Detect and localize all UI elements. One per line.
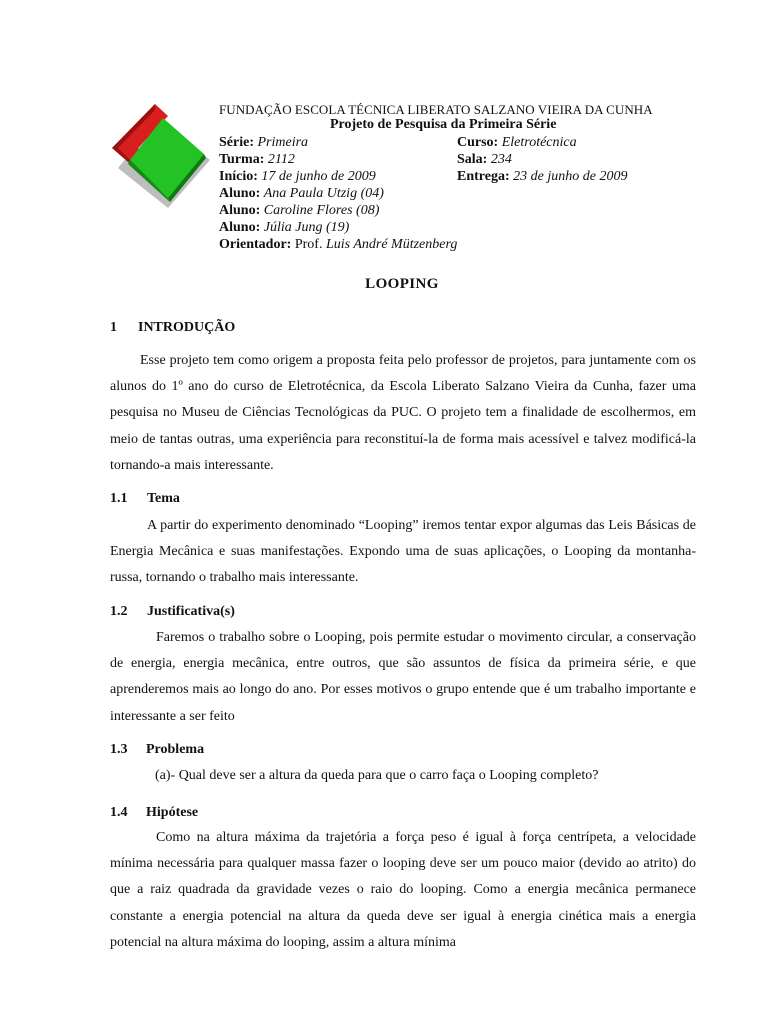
section-number: 1.4 [110, 805, 128, 820]
section-number: 1.2 [110, 604, 128, 619]
serie-value: Primeira [257, 135, 309, 150]
turma-value: 2112 [267, 152, 295, 167]
aluno-name: Caroline Flores (08) [263, 203, 380, 218]
curso-value: Eletrotécnica [501, 135, 577, 150]
serie-label: Série: [219, 135, 254, 150]
aluno-label: Aluno: [219, 203, 261, 218]
section-1-3-text: (a)- Qual deve ser a altura da queda para que o carro faça o Looping completo? [155, 768, 599, 783]
aluno-line-3 [219, 219, 349, 236]
turma-label: Turma: [219, 152, 265, 167]
orientador-value: Luis André Mützenberg [325, 237, 458, 252]
curso-line [457, 134, 577, 151]
orientador-label: Orientador: [219, 237, 292, 252]
section-1-2-text: Faremos o trabalho sobre o Looping, pois permite estudar o movimento circular, a conservação de energia, energia mecânica, entre outros, que são assuntos de física da primeira série, e que aprenderemos mais ao longo do ano. Por esses motivos o grupo entende que é um trabalho importante e interessante a ser feito [110, 630, 696, 724]
turma-line [219, 151, 295, 168]
entrega-value: 23 de junho de 2009 [513, 169, 628, 184]
section-title: Justificativa(s) [147, 604, 235, 619]
orientador-line [219, 236, 457, 253]
section-1-4-text: Como na altura máxima da trajetória a força peso é igual à força centrípeta, a velocidade mínima necessária para qualquer massa fazer o looping deve ser um pouco maior (devido ao atrito) do que a raiz quadrada da gravidade vezes o raio do looping. Como a energia mecânica permanece constante a energia potencial na altura da queda deve ser igual à energia cinética mais a energia potencial na altura máxima do looping, assim a altura mínima [110, 830, 696, 950]
serie-line [219, 134, 308, 151]
aluno-label: Aluno: [219, 220, 261, 235]
section-title: Tema [147, 491, 180, 506]
aluno-line-2 [219, 202, 379, 219]
section-number: 1 [110, 320, 117, 335]
institution-name: FUNDAÇÃO ESCOLA TÉCNICA LIBERATO SALZANO VIEIRA DA CUNHA [219, 102, 653, 117]
section-1-1-text: A partir do experimento denominado “Looping” iremos tentar expor algumas das Leis Básicas de Energia Mecânica e suas manifestações. Expondo uma de suas aplicações, o Looping da montanha-russa, tornando o trabalho mais interessante. [110, 518, 696, 586]
section-heading-1-2 [110, 604, 235, 620]
aluno-name: Ana Paula Utzig (04) [263, 186, 384, 201]
section-heading-1 [110, 320, 235, 336]
section-title: Problema [146, 742, 205, 757]
entrega-line [457, 168, 627, 185]
section-title: Hipótese [146, 805, 199, 820]
document-title: LOOPING [365, 276, 439, 292]
section-title: INTRODUÇÃO [138, 320, 236, 335]
section-heading-1-4 [110, 805, 198, 821]
sala-line [457, 151, 512, 168]
aluno-label: Aluno: [219, 186, 261, 201]
section-1-text: Esse projeto tem como origem a proposta feita pelo professor de projetos, para juntamente com os alunos do 1º ano do curso de Eletrotécnica, da Escola Liberato Salzano Vieira da Cunha, fazer uma pesquisa no Museu de Ciências Tecnológicas da PUC. O projeto tem a finalidade de escolhermos, em meio de tantas outras, uma experiência para reconstituí-la de forma mais acessível e talvez modificá-la tornando-a mais interessante. [110, 353, 696, 473]
inicio-label: Início: [219, 169, 258, 184]
section-number: 1.3 [110, 742, 128, 757]
inicio-line [219, 168, 376, 185]
curso-label: Curso: [457, 135, 499, 150]
sala-label: Sala: [457, 152, 488, 167]
inicio-value: 17 de junho de 2009 [261, 169, 376, 184]
section-heading-1-1 [110, 491, 180, 507]
school-logo [108, 98, 214, 210]
section-heading-1-3 [110, 742, 204, 758]
aluno-line-1 [219, 185, 384, 202]
section-number: 1.1 [110, 491, 128, 506]
project-title: Projeto de Pesquisa da Primeira Série [330, 117, 557, 132]
orientador-prefix: Prof. [294, 237, 323, 252]
sala-value: 234 [490, 152, 512, 167]
aluno-name: Júlia Jung (19) [263, 220, 350, 235]
entrega-label: Entrega: [457, 169, 510, 184]
